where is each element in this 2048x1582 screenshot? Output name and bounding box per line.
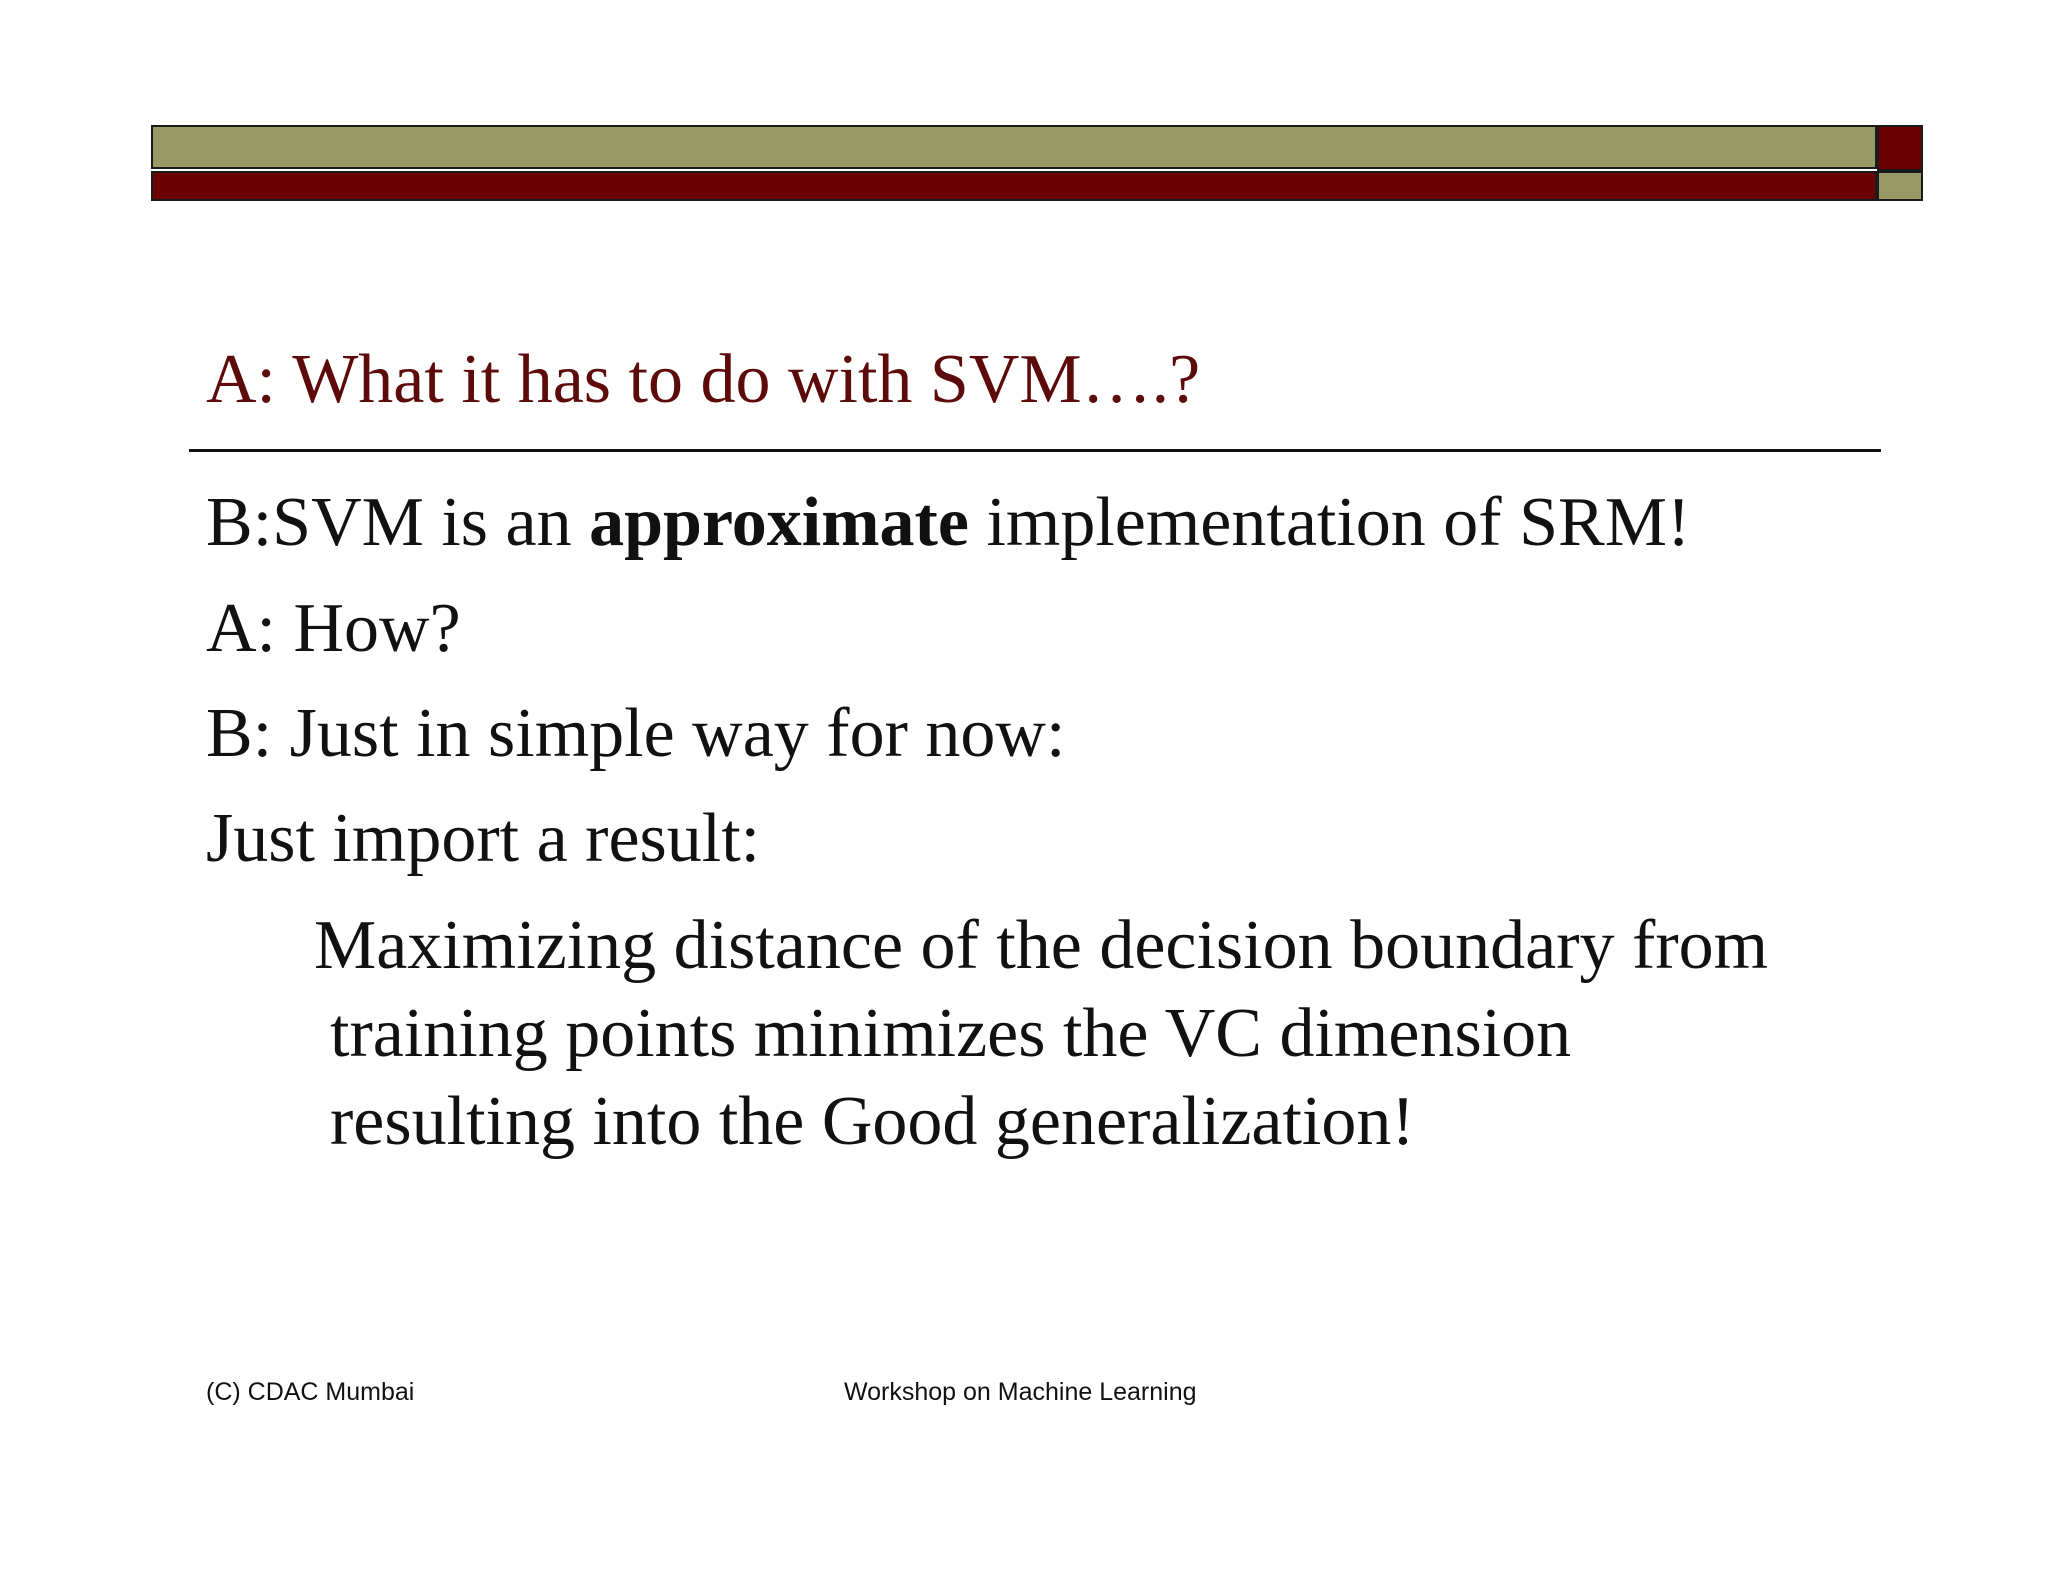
title-divider bbox=[189, 449, 1881, 452]
header-band-olive bbox=[151, 125, 1877, 169]
body-line-4: Just import a result: bbox=[206, 800, 761, 877]
header-square-olive bbox=[1877, 171, 1923, 201]
emphasis-approximate: approximate bbox=[589, 484, 969, 561]
body-line-1 bbox=[206, 483, 1690, 563]
quote-line-1: Maximizing distance of the decision boundary from bbox=[314, 907, 1769, 984]
header-band-maroon bbox=[151, 171, 1877, 201]
footer-event-name: Workshop on Machine Learning bbox=[844, 1378, 1197, 1406]
footer-copyright: (C) CDAC Mumbai bbox=[206, 1378, 415, 1406]
header-square-maroon bbox=[1877, 125, 1923, 171]
quote-line-3: resulting into the Good generalization! bbox=[330, 1083, 1415, 1160]
body-line-1-prefix: B:SVM is an bbox=[206, 484, 590, 561]
body-line-2: A: How? bbox=[206, 590, 461, 667]
slide-title: A: What it has to do with SVM….? bbox=[206, 341, 1201, 418]
quote-line-2: training points minimizes the VC dimension bbox=[330, 995, 1572, 1072]
body-line-1-suffix: implementation of SRM! bbox=[968, 484, 1691, 561]
result-quote bbox=[314, 902, 1914, 1166]
body-line-3: B: Just in simple way for now: bbox=[206, 695, 1066, 772]
